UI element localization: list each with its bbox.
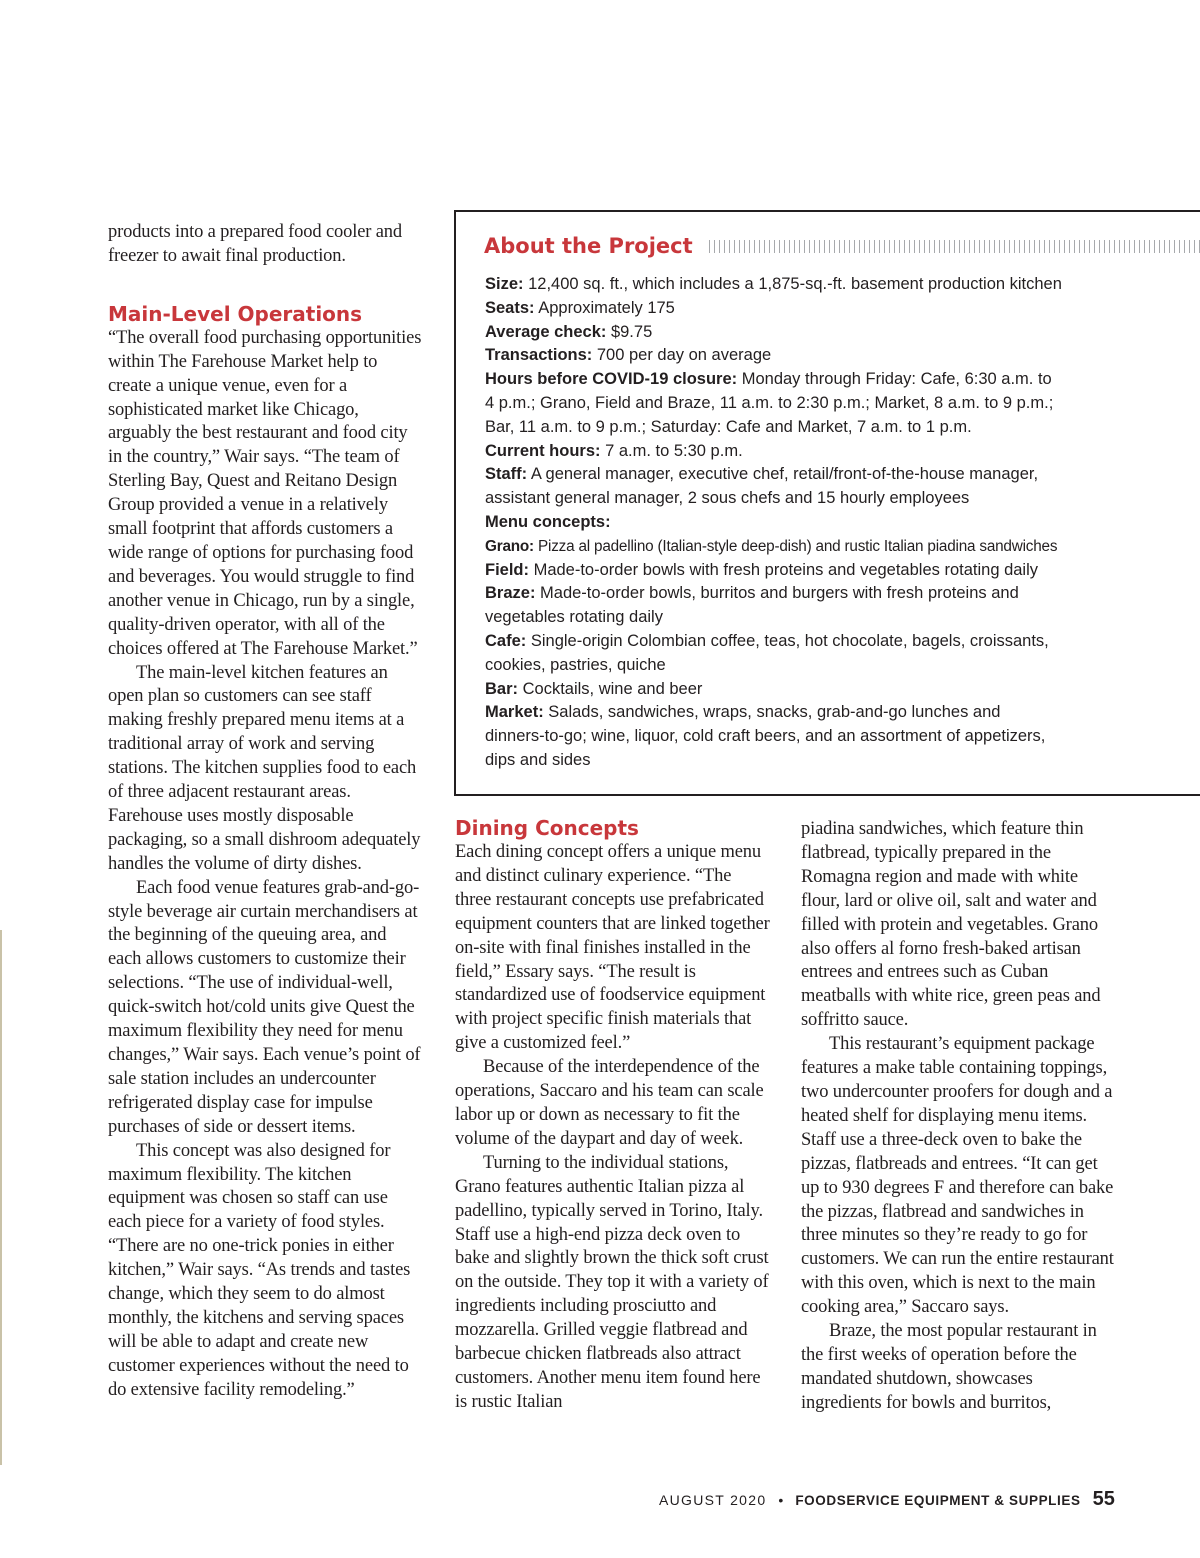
- column-1-paragraph: “The overall food purchasing opportunities within The Farehouse Market help to create a unique venue, even for a sophisticated market like Chicago, arguably the best restaurant and food city in the country,” Wair says. “The team of Sterling Bay, Quest and Reitano Design Group provided a venue in a relatively small footprint that affords customers a wide range of options for purchasing food and beverages. You would struggle to find another venue in Chicago, run by a single, quality-driven operator, with all of the choices offered at The Farehouse Market.”: [108, 327, 422, 659]
- about-line: [485, 344, 1200, 368]
- about-line: [485, 630, 1200, 654]
- about-line: [485, 321, 1200, 345]
- main-level-operations-heading: Main-Level Operations: [108, 301, 363, 326]
- about-line-text: 7 a.m. to 5:30 p.m.: [600, 441, 743, 460]
- column-1-paragraph: This concept was also designed for maximum flexibility. The kitchen equipment was chosen so staff can use each piece for a variety of food styles. “There are no one-trick ponies in either kitchen,” Wair says. “As trends and tastes change, which they seem to do almost monthly, the kitchens and serving spaces will be able to adapt and create new customer experiences without the need to do extensive facility remodeling.”: [108, 1140, 411, 1400]
- about-line: [485, 273, 1200, 297]
- about-line: [485, 535, 1200, 559]
- about-line: [485, 392, 1200, 416]
- about-title: About the Project: [484, 234, 693, 258]
- page-number: 55: [1092, 1488, 1115, 1510]
- about-line: [485, 678, 1200, 702]
- about-line: [485, 297, 1200, 321]
- column-3: [801, 818, 1117, 1416]
- about-line-text: dinners-to-go; wine, liquor, cold craft beers, and an assortment of appetizers,: [485, 727, 1046, 746]
- about-line-label: Transactions:: [485, 346, 593, 365]
- about-line-label: Size:: [485, 275, 524, 293]
- about-line-label: Grano:: [485, 537, 534, 555]
- about-line: [485, 487, 1200, 511]
- column-3-paragraph: Braze, the most popular restaurant in the first weeks of operation before the mandated shutdown, showcases ingredients for bowls and burritos,: [801, 1321, 1097, 1413]
- margin-rule: [0, 930, 2, 1465]
- about-line-label: Staff:: [485, 465, 528, 484]
- about-the-project-box: [454, 210, 1200, 796]
- about-line-text: Salads, sandwiches, wraps, snacks, grab-and-go lunches and: [543, 703, 1001, 722]
- about-line-label: Bar:: [485, 679, 519, 698]
- about-line-text: Monday through Friday: Cafe, 6:30 a.m. to: [737, 370, 1052, 389]
- decorative-tick-rule: [709, 240, 1200, 253]
- about-header: [484, 230, 1200, 262]
- about-line-label: Average check:: [485, 322, 607, 341]
- about-line: [485, 606, 1200, 630]
- about-line-text: Made-to-order bowls, burritos and burgers with fresh proteins and: [535, 584, 1019, 603]
- column-2-paragraph: Each dining concept offers a unique menu and distinct culinary experience. “The three restaurant concepts use prefabricated equipment counters that are linked together on-site with final finishes installed in the field,” Essary says. “The result is standardized use of foodservice equipment with project specific finish materials that give a customized feel.”: [455, 842, 770, 1054]
- about-line-text: Pizza al padellino (Italian-style deep-dish) and rustic Italian piadina sandwiches: [533, 537, 1058, 555]
- about-line-text: Single-origin Colombian coffee, teas, hot chocolate, bagels, croissants,: [526, 631, 1049, 650]
- about-line-text: assistant general manager, 2 sous chefs and 15 hourly employees: [485, 489, 970, 508]
- about-line: [485, 368, 1200, 392]
- page-footer: [659, 1488, 1115, 1511]
- about-line: [485, 654, 1200, 678]
- about-line: [485, 559, 1200, 583]
- about-line-text: Approximately 175: [534, 298, 675, 317]
- column-3-paragraph: piadina sandwiches, which feature thin flatbread, typically prepared in the Romagna region and made with white flour, lard or olive oil, salt and water and filled with protein and vegetables. Grano also offers al forno fresh-baked artisan entrees and entrees such as Cuban meatballs with white rice, green peas and soffritto sauce.: [801, 819, 1101, 1031]
- issue-date: AUGUST 2020: [659, 1492, 767, 1508]
- column-2: [455, 815, 771, 1415]
- column-2-paragraph: Turning to the individual stations, Grano features authentic Italian pizza al padellino, typically served in Torino, Italy. Staff use a high-end pizza deck oven to bake and slightly brown the thick soft crust on the outside. They top it with a variety of ingredients including prosciutto and mozzarella. Grilled veggie flatbread and barbecue chicken flatbreads also attract customers. Another menu item found here is rustic Italian: [455, 1152, 769, 1412]
- about-line-text: cookies, pastries, quiche: [485, 655, 666, 674]
- about-line-label: Seats:: [485, 298, 535, 317]
- about-line: [485, 582, 1200, 606]
- about-line-text: Bar, 11 a.m. to 9 p.m.; Saturday: Cafe and Market, 7 a.m. to 1 p.m.: [485, 417, 972, 436]
- about-line-label: Menu concepts:: [485, 512, 611, 531]
- about-line-text: A general manager, executive chef, retail/front-of-the-house manager,: [527, 465, 1039, 484]
- column-3-paragraph: This restaurant’s equipment package features a make table containing toppings, two undercounter proofers for dough and a heated shelf for displaying menu items. Staff use a three-deck oven to bake the pizzas, flatbreads and entrees. “It can get up to 930 degrees F and therefore can bake the pizzas, flatbread and sandwiches in three minutes so they’re ready to go for customers. We can run the entire restaurant with this oven, which is next to the main cooking area,” Saccaro says.: [801, 1034, 1114, 1318]
- about-line-label: Cafe:: [485, 631, 527, 650]
- dining-concepts-heading: Dining Concepts: [455, 816, 639, 840]
- about-line: [485, 440, 1200, 464]
- about-line-text: Made-to-order bowls with fresh proteins and vegetables rotating daily: [529, 560, 1039, 579]
- about-line-text: vegetables rotating daily: [485, 608, 663, 627]
- about-line-text: 4 p.m.; Grano, Field and Braze, 11 a.m. to 2:30 p.m.; Market, 8 a.m. to 9 p.m.;: [485, 393, 1054, 412]
- about-line-label: Current hours:: [485, 441, 601, 460]
- about-line-label: Braze:: [485, 584, 536, 603]
- about-line-label: Hours before COVID-19 closure:: [485, 370, 738, 389]
- about-line-text: Cocktails, wine and beer: [518, 679, 703, 698]
- about-line: [485, 416, 1200, 440]
- column-1-paragraph: Each food venue features grab-and-go-style beverage air curtain merchandisers at the beginning of the queuing area, and each allows customers to customize their selections. “The use of individual-well, quick-switch hot/cold units give Quest the maximum flexibility they need for menu changes,” Wair says. Each venue’s point of sale station includes an undercounter refrigerated display case for impulse purchases of side or dessert items.: [108, 877, 421, 1137]
- about-line: [485, 511, 1200, 535]
- about-line: [485, 463, 1200, 487]
- publication-name: FOODSERVICE EQUIPMENT & SUPPLIES: [795, 1493, 1081, 1508]
- about-line-text: 700 per day on average: [592, 346, 772, 365]
- about-line-text: 12,400 sq. ft., which includes a 1,875-sq.-ft. basement production kitchen: [523, 275, 1062, 293]
- about-line-text: dips and sides: [485, 750, 591, 769]
- about-details: [485, 273, 1200, 773]
- footer-separator: •: [778, 1492, 784, 1508]
- column-1: [108, 221, 424, 1403]
- column-2-paragraph: Because of the interdependence of the operations, Saccaro and his team can scale labor up or down as necessary to fit the volume of the daypart and day of week.: [455, 1057, 764, 1149]
- about-line: [485, 749, 1200, 773]
- about-line-label: Market:: [485, 703, 544, 722]
- about-line: [485, 701, 1200, 725]
- about-line: [485, 725, 1200, 749]
- about-line-label: Field:: [485, 560, 529, 579]
- column-1-intro: products into a prepared food cooler and freezer to await final production.: [108, 222, 403, 266]
- column-1-paragraph: The main-level kitchen features an open plan so customers can see staff making freshly prepared menu items at a traditional array of work and serving stations. The kitchen supplies food to each of three adjacent restaurant areas. Farehouse uses mostly disposable packaging, so a small dishroom adequately handles the volume of dirty dishes.: [108, 662, 421, 874]
- about-line-text: $9.75: [606, 322, 653, 341]
